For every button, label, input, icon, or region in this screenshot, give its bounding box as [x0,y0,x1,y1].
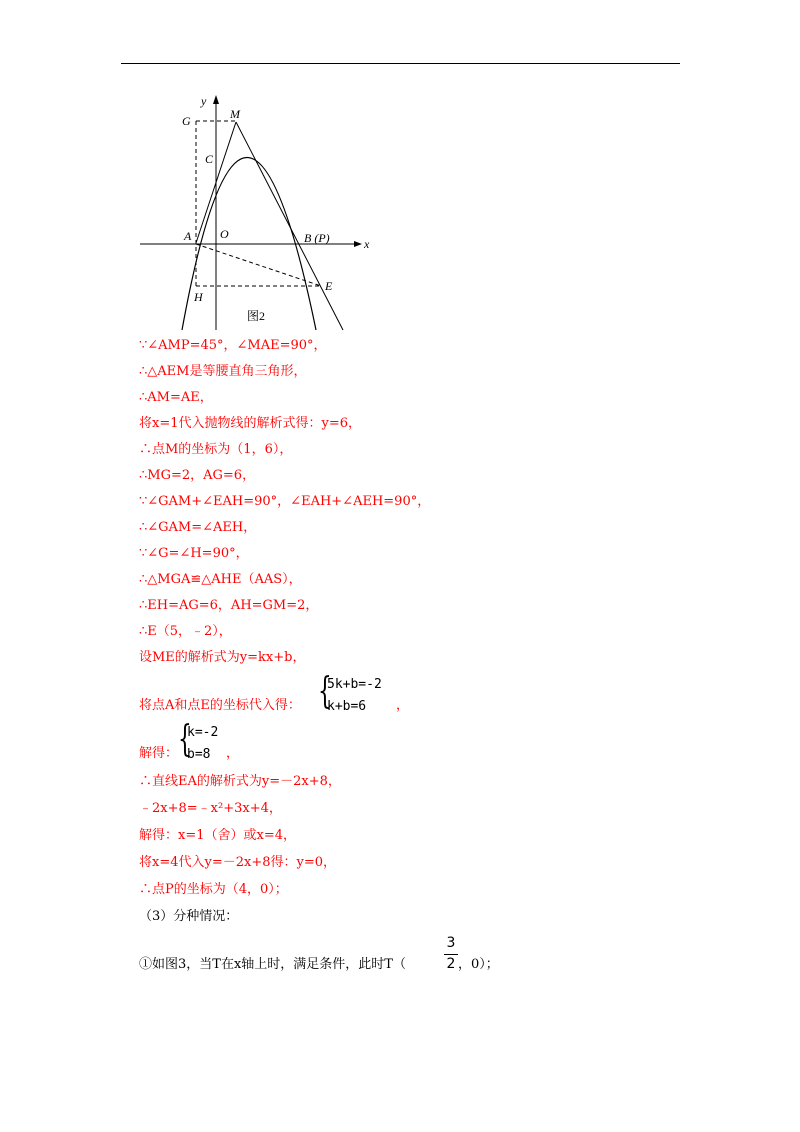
system2-comma: ， [226,746,240,761]
parabola-diagram [130,92,380,332]
solution-line-6: ∴MG=2，AG=6， [139,468,256,483]
label-H: H [194,290,203,304]
fraction-3-2 [444,935,458,975]
solution-line-20: ∴点P的坐标为（4，0）； [139,882,288,897]
solution-line-4: 将x=1代入抛物线的解析式得：y=6， [139,416,362,431]
solution-line-22-tail: ，0）； [458,957,499,972]
solution-line-8: ∴∠GAM=∠AEH， [139,520,257,535]
solution-line-11: ∴EH=AG=6，AH=GM=2， [139,598,319,613]
solution-line-12: ∴E（5，﹣2）， [139,624,232,639]
solution-line-2: ∴△AEM是等腰直角三角形， [139,364,307,379]
figure-caption: 图2 [247,309,266,323]
label-B: B (P) [304,231,330,245]
solution-line-15: 解得： [139,746,179,761]
system2-row2: b=8 [187,747,211,762]
label-C: C [205,152,214,166]
system2-row1: k=-2 [187,725,219,740]
line-ME [236,122,343,330]
solution-line-5: ∴点M的坐标为（1，6）， [139,442,293,457]
label-x: x [364,237,370,251]
label-y: y [201,94,207,108]
system1-row1: 5k+b=-2 [327,677,382,692]
system1-row2: k+b=6 [327,699,367,714]
equation-system-2: { k=-2 b=8 [178,722,228,766]
label-M: M [230,107,240,121]
solution-line-16: ∴直线EA的解析式为y=－2x+8， [139,774,341,789]
figure-2 [130,92,380,332]
solution-line-18: 解得：x=1（舍）或x=4， [139,828,296,843]
label-E: E [325,279,333,293]
solution-line-9: ∵∠G=∠H=90°， [139,546,249,561]
solution-line-3: ∴AM=AE， [139,390,213,405]
fraction-numerator: 3 [446,935,456,951]
system1-comma: ， [396,698,410,713]
fraction-bar [444,954,458,955]
solution-line-19: 将x=4代入y=－2x+8得：y=0， [139,855,337,870]
solution-line-14: 将点A和点E的坐标代入得： [139,698,301,713]
solution-line-7: ∵∠GAM+∠EAH=90°，∠EAH+∠AEH=90°， [139,494,431,509]
solution-line-22: ①如图3，当T在x轴上时，满足条件，此时T（ [139,957,406,972]
x-axis-arrow [354,241,362,247]
label-O: O [220,227,229,241]
header-rule [121,63,680,64]
solution-line-1: ∵∠AMP=45°，∠MAE=90°， [139,338,327,353]
solution-line-10: ∴△MGA≌△AHE（AAS）， [139,572,302,587]
y-axis-arrow [213,95,219,104]
label-A: A [184,229,192,243]
solution-line-17: ﹣2x+8=﹣x²+3x+4， [139,801,282,816]
fraction-denominator: 2 [446,956,456,972]
solution-line-13: 设ME的解析式为y=kx+b， [139,650,306,665]
equation-system-1: { 5k+b=-2 k+b=6 [318,674,398,718]
label-G: G [182,114,191,128]
solution-line-21: （3）分种情况： [139,909,239,924]
